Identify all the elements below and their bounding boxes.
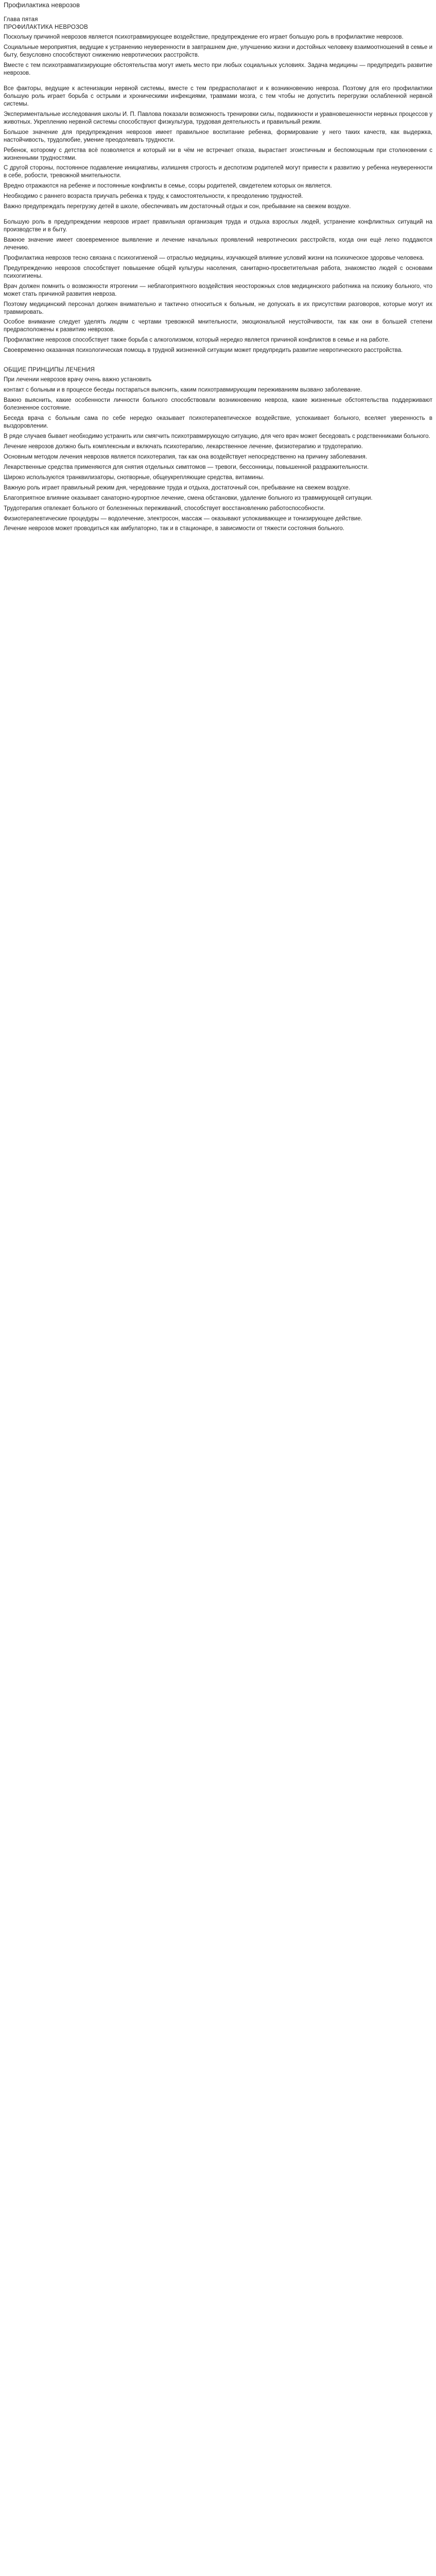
paragraph: Вместе с тем психотравматизирующие обстоятельства могут иметь место при любых социальных условиях. Задача медицины — предупредить развитие неврозов. (4, 62, 432, 77)
paragraph: С другой стороны, постоянное подавление инициативы, излишняя строгость и деспотизм родителей могут привести к развитию у ребенка неуверенности в себе, робости, тревожной мнительности. (4, 165, 432, 179)
paragraph: Важно предупреждать перегрузку детей в школе, обеспечивать им достаточный отдых и сон, пребывание на свежем воздухе. (4, 204, 351, 210)
paragraph: Особое внимание следует уделять людям с чертами тревожной мнительности, эмоциональной неустойчивости, так как они в большей степени предрасположены к развитию неврозов. (4, 319, 432, 333)
paragraph: Важное значение имеет своевременное выявление и лечение начальных проявлений невротических расстройств, когда они ещё легко поддаются лечению. (4, 237, 432, 251)
paragraph: Вредно отражаются на ребенке и постоянные конфликты в семье, ссоры родителей, свидетелем которых он является. (4, 183, 332, 190)
paragraph: Физиотерапевтические процедуры — водолечение, электросон, массаж — оказывают успокаивающее и тонизирующее действие. (4, 515, 362, 522)
paragraph: Предупреждению неврозов способствует повышение общей культуры населения, санитарно-просветительная работа, знакомство людей с основами психогигиены. (4, 265, 432, 279)
paragraph: Большую роль в предупреждении неврозов играет правильная организация труда и отдыха взрослых людей, устранение конфликтных ситуаций на производстве и в быту. (4, 219, 432, 233)
chapter-label: Глава пятая (4, 16, 38, 23)
page (0, 1, 436, 533)
paragraph: Поскольку причиной неврозов является психотравмирующее воздействие, предупреждение его играет большую роль в профилактике неврозов. (4, 34, 404, 41)
paragraph: Экспериментальные исследования школы И. П. Павлова показали возможность тренировки силы, подвижности и уравновешенности нервных процессов у животных. Укреплению нервной системы способствуют физкультура, трудовая деятельность и правильный режим. (4, 111, 432, 125)
paragraph: Ребенок, которому с детства всё позволяется и который ни в чём не встречает отказа, вырастает эгоистичным и беспомощным при столкновении с жизненными трудностями. (4, 147, 432, 161)
paragraph: Основным методом лечения неврозов является психотерапия, так как она воздействует непосредственно на причину заболевания. (4, 453, 368, 460)
paragraph: Своевременно оказанная психологическая помощь в трудной жизненной ситуации может предупредить развитие невротического расстройства. (4, 347, 403, 354)
chapter-body (4, 33, 432, 354)
paragraph: Лекарственные средства применяются для снятия отдельных симптомов — тревоги, бессонницы, повышенной раздражительности. (4, 464, 369, 470)
chapter-heading: ПРОФИЛАКТИКА НЕВРОЗОВ (4, 24, 89, 31)
paragraph: Трудотерапия отвлекает больного от болезненных переживаний, способствует восстановлению работоспособности. (4, 505, 325, 512)
paragraph: Врач должен помнить о возможности ятрогении — неблагоприятного воздействия неосторожных слов медицинского работника на психику больного, что может стать причиной развития невроза. (4, 283, 432, 297)
paragraph: Социальные мероприятия, ведущие к устранению неуверенности в завтрашнем дне, улучшению жизни и достойных человеку взаимоотношений в семье и быту, безусловно способствуют снижению невротических расстройств. (4, 44, 432, 59)
treatment-section (4, 366, 432, 533)
paragraph: Поэтому медицинский персонал должен внимательно и тактично относиться к больным, не допускать в их присутствии разговоров, которые могут их травмировать. (4, 301, 432, 315)
paragraph: Лечение неврозов должно быть комплексным и включать психотерапию, лекарственное лечение, физиотерапию и трудотерапию. (4, 443, 363, 450)
section-lead: При лечении неврозов врачу очень важно установить (4, 377, 152, 383)
paragraph: Важно выяснить, какие особенности личности больного способствовали возникновению невроза, какие жизненные обстоятельства поддерживают болезненное состояние. (4, 397, 432, 412)
paragraph: Благоприятное влияние оказывает санаторно-курортное лечение, смена обстановки, удаление больного из травмирующей ситуации. (4, 495, 373, 501)
page-title: Профилактика неврозов (4, 1, 80, 9)
paragraph: Необходимо с раннего возраста приучать ребенка к труду, к самостоятельности, к преодолению трудностей. (4, 193, 303, 200)
paragraph: контакт с больным и в процессе беседы постараться выяснить, каким психотравмирующим переживаниям вызвано заболевание. (4, 387, 362, 394)
paragraph: Беседа врача с больным сама по себе нередко оказывает психотерапевтическое воздействие, успокаивает больного, вселяет уверенность в выздоровлении. (4, 415, 432, 430)
paragraph: Большое значение для предупреждения неврозов имеет правильное воспитание ребенка, формирование у него таких качеств, как выдержка, настойчивость, трудолюбие, умение преодолевать трудности. (4, 129, 432, 143)
paragraph: Профилактика неврозов тесно связана с психогигиеной — отраслью медицины, изучающей влияние условий жизни на психическое здоровье человека. (4, 255, 424, 261)
paragraph: В ряде случаев бывает необходимо устранить или смягчить психотравмирующую ситуацию, для чего врач может беседовать с родственниками больного. (4, 433, 430, 440)
paragraph: Профилактике неврозов способствует также борьба с алкоголизмом, который нередко является причиной конфликтов в семье и на работе. (4, 337, 390, 344)
paragraph: Лечение неврозов может проводиться как амбулаторно, так и в стационаре, в зависимости от тяжести состояния больного. (4, 526, 344, 532)
section-heading: ОБЩИЕ ПРИНЦИПЫ ЛЕЧЕНИЯ (4, 367, 95, 374)
paragraph: Широко используются транквилизаторы, снотворные, общеукрепляющие средства, витамины. (4, 474, 265, 481)
paragraph: Все факторы, ведущие к астенизации нервной системы, вместе с тем предрасполагают и к возникновению невроза. Поэтому для его профилактики большую роль играет борьба с острыми и хроническими инфекциями, травмами мозга, с тем чтобы не допустить перегрузки ослабленной нервной системы. (4, 86, 432, 107)
paragraph: Важную роль играет правильный режим дня, чередование труда и отдыха, достаточный сон, пребывание на свежем воздухе. (4, 484, 351, 491)
